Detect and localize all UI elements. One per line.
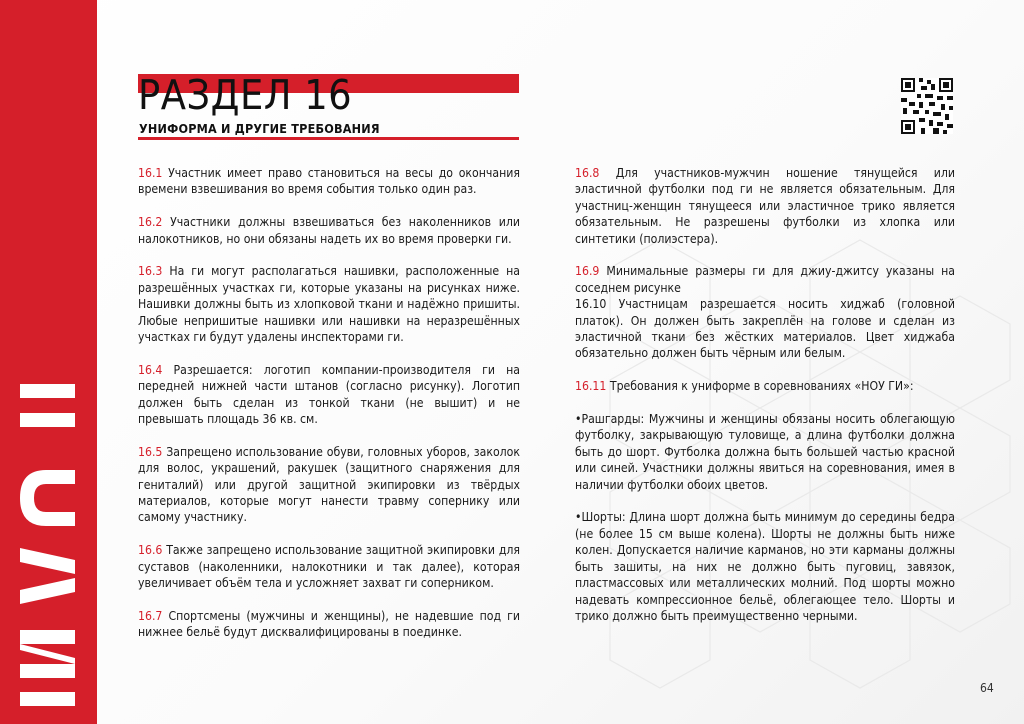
shorts-requirements: •Шорты: Длина шорт должна быть минимум до середины бедра (не более 15 см выше колена). Шорты не должны быть ниже колен. Допускается наличие карманов, но эти карманы должны быть зашиты, на них не должно быть пуговиц, завязок, пластмассовых или металлических молний. Под шорты можно надевать компрессионное бельё, облегающее тело. Шорты и трико должно быть преимущественно черными. xyxy=(575,510,955,623)
page-subtitle: УНИФОРМА И ДРУГИЕ ТРЕБОВАНИЯ xyxy=(139,121,380,136)
clause-16-3: 16.3 На ги могут располагаться нашивки, расположенные на разрешённых участках ги, которые указаны на рисунках ниже. Нашивки должны быть из хлопковой ткани и надёжно пришиты. Любые непришитые нашивки или нашивки на неразрешённых участках ги будут удалены инспекторами ги. xyxy=(138,264,520,345)
rashguard-requirements: •Рашгарды: Мужчины и женщины обязаны носить облегающую футболку, закрывающую туловище, а длина футболки должна быть до шорт. Футболка должна быть большей частью красной или синей. Участники должны явиться на соревнования, имея в наличии футболки обоих цветов. xyxy=(575,412,955,492)
clause-16-10: 16.10 Участницам разрешается носить хиджаб (головной платок). Он должен быть закреплён на голове и сделан из эластичной ткани без жёстких материалов. Цвет хиджаба обязательно должен быть чёрным или белым. xyxy=(575,297,955,361)
clause-16-5: 16.5 Запрещено использование обуви, головных уборов, заколок для волос, украшений, ракушек (защитного снаряжения для гениталий) или другой защитной экипировки из твёрдых материалов, которые могут нанести травму сопернику или самому участнику. xyxy=(138,444,520,525)
subtitle-underline xyxy=(138,137,519,140)
clause-16-1: 16.1 Участник имеет право становиться на весы до окончания времени взвешивания во время события только один раз. xyxy=(138,166,520,197)
clause-16-6: 16.6 Также запрещено использование защитной экипировки для суставов (наколенники, налокотники и так далее), которая увеличивает объём тела и усложняет захват ги соперником. xyxy=(138,543,520,591)
clause-16-9: 16.9 Минимальные размеры ги для джиу-джитсу указаны на соседнем рисунке xyxy=(575,264,955,295)
clause-16-8: 16.8 Для участников-мужчин ношение тянущейся или эластичной футболки под ги не является обязательным. Для участниц-женщин тянущееся или эластичное трико является обязательным. Не разрешены футболки из хлопка или синтетики (полиэстера). xyxy=(575,166,955,246)
right-text-column xyxy=(575,165,955,641)
page-number: 64 xyxy=(980,681,994,695)
left-text-column xyxy=(138,165,520,657)
clause-16-11: 16.11 Требования к униформе в соревнованиях «НОУ ГИ»: xyxy=(575,379,914,394)
clause-16-7: 16.7 Спортсмены (мужчины и женщины), не надевшие под ги нижнее бельё будут дисквалифицированы в поединке. xyxy=(138,608,520,640)
clause-16-2: 16.2 Участники должны взвешиваться без наколенников или налокотников, но они обязаны надеть их во время проверки ги. xyxy=(138,215,520,246)
page-title: РАЗДЕЛ 16 xyxy=(138,71,353,119)
side-accent-bar xyxy=(0,0,97,724)
qr-code-icon xyxy=(901,78,953,134)
side-logo xyxy=(0,0,97,724)
clause-16-4: 16.4 Разрешается: логотип компании-производителя ги на передней нижней части штанов (согласно рисунку). Логотип должен быть сделан из тонкой ткани (не вышит) и не превышать площадь 36 кв. см. xyxy=(138,362,520,427)
